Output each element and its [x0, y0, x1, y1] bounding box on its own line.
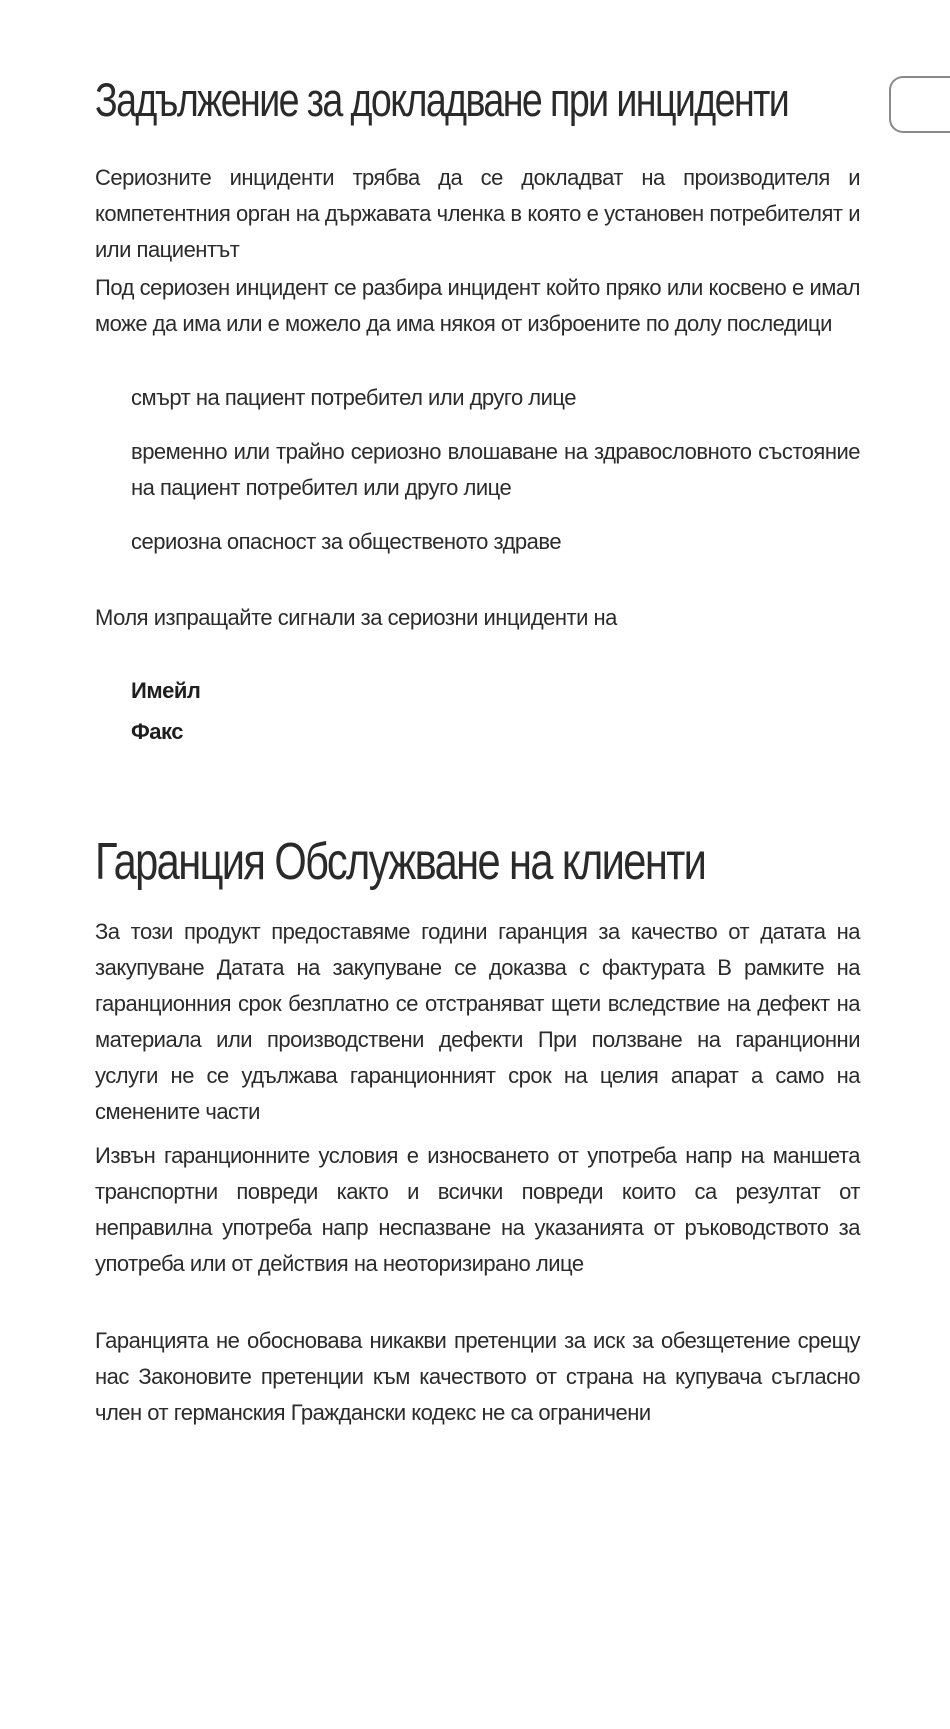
warranty-exclusions-paragraph [95, 1138, 860, 1282]
list-item: сериозна опасност за общественото здраве [131, 529, 562, 554]
email-label: Имейл [131, 678, 201, 703]
page-tab-marker [889, 76, 950, 133]
warranty-claims-text: Гаранцията не обосновава никакви претенции за иск за обезщетение срещу нас Законовите претенции към качеството от страна на купувача съгласно член от германския Граждански кодекс не са ограничени [95, 1328, 860, 1425]
contact-list [131, 670, 200, 752]
report-request-paragraph [95, 600, 860, 636]
incident-intro-text: Сериозните инциденти трябва да се докладват на производителя и компетентния орган на държавата членка в която е установен потребителят и или пациентът [95, 165, 860, 262]
consequences-list [131, 380, 860, 578]
warranty-exclusions-text: Извън гаранционните условия е износването от употреба напр на маншета транспортни повреди както и всички повреди които са резултат от неправилна употреба напр неспазване на указанията от ръководството за употреба или от действия на неоторизирано лице [95, 1143, 860, 1276]
warranty-terms-text: За този продукт предоставяме години гаранция за качество от датата на закупуване Датата на закупуване се доказва с фактурата В рамките на гаранционния срок безплатно се отстраняват щети вследствие на дефект на материала или производствени дефекти При ползване на гаранционни услуги не се удължава гаранционният срок на целия апарат а само на сменените части [95, 919, 860, 1124]
incident-intro-paragraph [95, 160, 860, 268]
serious-incident-definition-text: Под сериозен инцидент се разбира инцидент който пряко или косвено е имал може да има или е можело да има някоя от изброените по долу последици [95, 275, 860, 336]
warranty-heading: Гаранция Обслужване на клиенти [95, 833, 706, 891]
serious-incident-definition-paragraph [95, 270, 860, 342]
report-request-text: Моля изпращайте сигнали за сериозни инциденти на [95, 605, 617, 630]
list-item: смърт на пациент потребител или друго лице [131, 385, 577, 410]
list-item: временно или трайно сериозно влошаване на здравословното състояние на пациент потребител или друго лице [131, 439, 860, 500]
warranty-claims-paragraph [95, 1323, 860, 1431]
incident-reporting-heading: Задължение за докладване при инциденти [95, 73, 789, 126]
warranty-terms-paragraph [95, 914, 860, 1130]
fax-label: Факс [131, 719, 183, 744]
